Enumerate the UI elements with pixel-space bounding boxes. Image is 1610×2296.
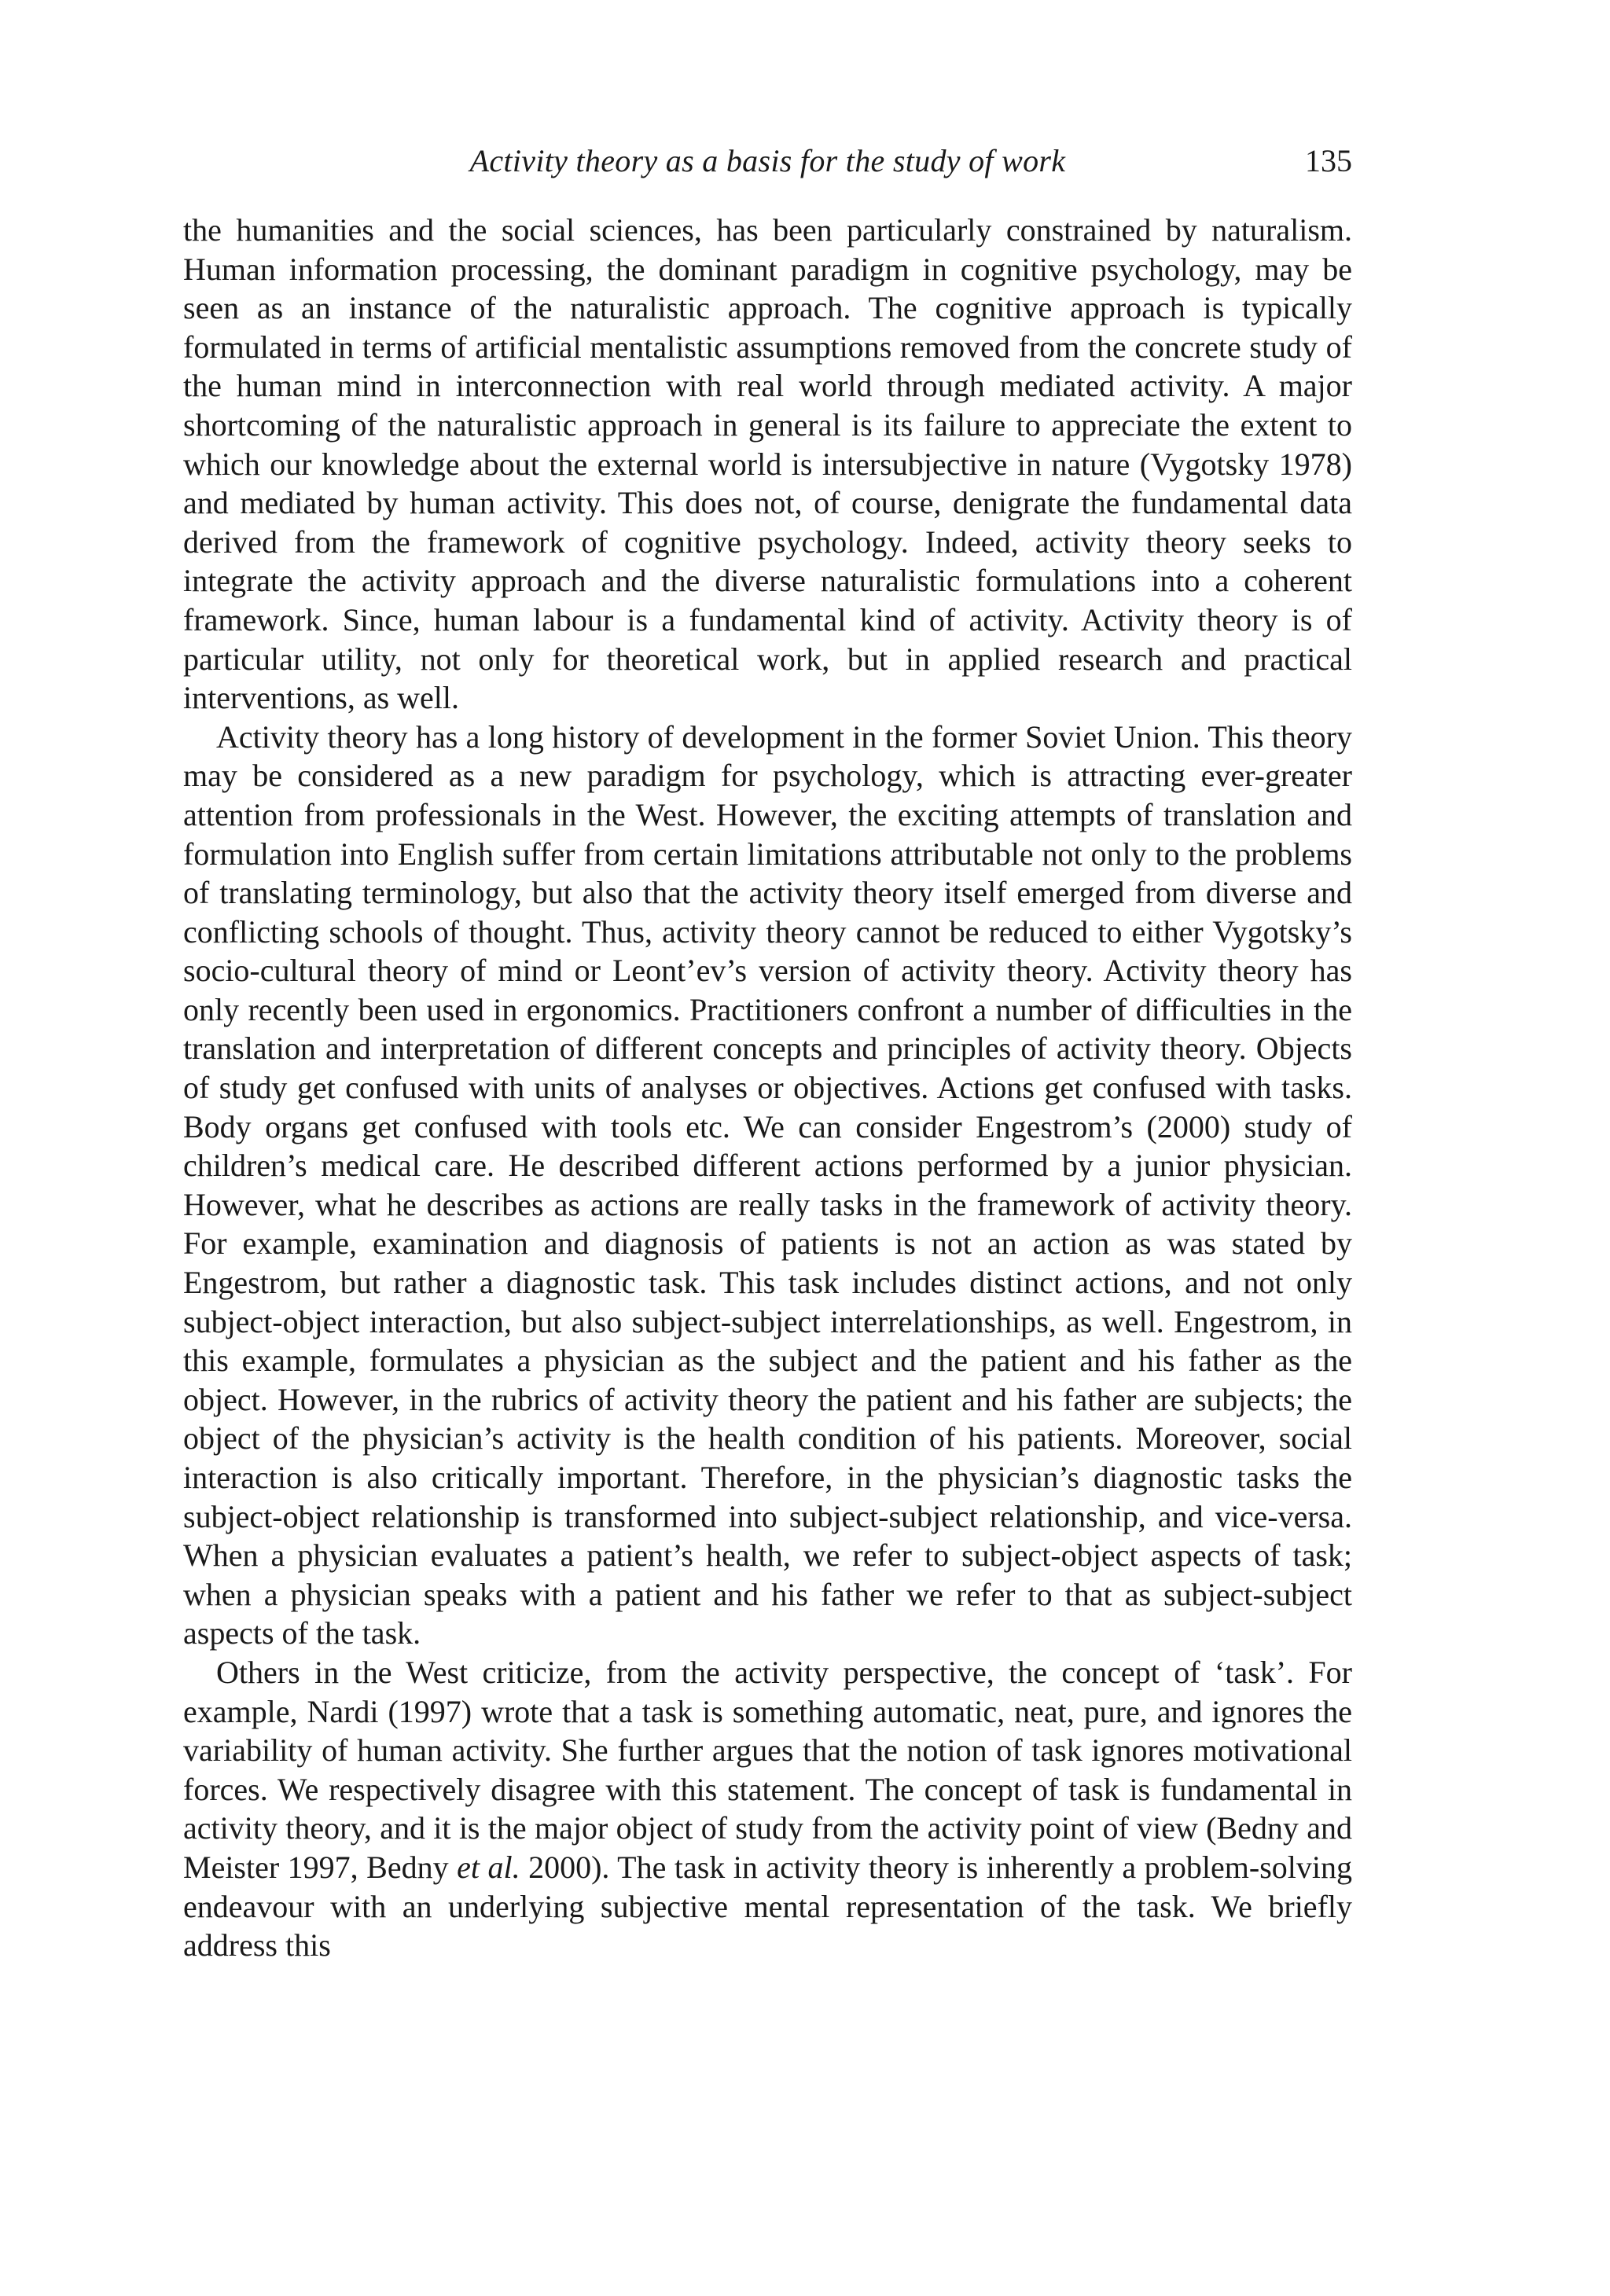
paragraph-3-text-end: 2000). The task in activity theory is inherently a problem-solving endeavour with an underlying subjective mental representation of the task. We briefly address this: [183, 1849, 1353, 1964]
paragraph-3-text-start: Others in the West criticize, from the activity perspective, the concept of ‘task’. For example, Nardi (1997) wrote that a task is something automatic, neat, pure, and ignores the variability of human activity. She further argues that the notion of task ignores motivational forces. We respectively disagree with this statement. The concept of task is fundamental in activity theory, and it is the major object of study from the activity point of view (Bedny and Meister 1997, Bedny: [183, 1654, 1352, 1885]
running-title: Activity theory as a basis for the study of work: [469, 143, 1066, 178]
paragraph-1: the humanities and the social sciences, has been particularly constrained by naturalism. Human information processing, the dominant paradigm in cognitive psychology, may be seen as an instance of the naturalistic approach. The cognitive approach is typically formulated in terms of artificial mentalistic assumptions removed from the concrete study of the human mind in interconnection with real world through mediated activity. A major shortcoming of the naturalistic approach in general is its failure to appreciate the extent to which our knowledge about the external world is intersubjective in nature (Vygotsky 1978) and mediated by human activity. This does not, of course, denigrate the fundamental data derived from the framework of cognitive psychology. Indeed, activity theory seeks to integrate the activity approach and the diverse naturalistic formulations into a coherent framework. Since, human labour is a fundamental kind of activity. Activity theory is of particular utility, not only for theoretical work, but in applied research and practical interventions, as well.: [183, 212, 1352, 716]
running-head: [183, 138, 1352, 185]
italic-et-al: et al.: [457, 1849, 520, 1885]
page-number: 135: [1305, 143, 1352, 178]
paragraph-3: [183, 1653, 1352, 1965]
paragraph-2: Activity theory has a long history of development in the former Soviet Union. This theory may be considered as a new paradigm for psychology, which is attracting ever-greater attention from professionals in the West. However, the exciting attempts of translation and formulation into English suffer from certain limitations attributable not only to the problems of translating terminology, but also that the activity theory itself emerged from diverse and conflicting schools of thought. Thus, activity theory cannot be reduced to either Vygotsky’s socio-cultural theory of mind or Leont’ev’s version of activity theory. Activity theory has only recently been used in ergonomics. Practitioners confront a number of difficulties in the translation and interpretation of different concepts and principles of activity theory. Objects of study get confused with units of analyses or objectives. Actions get confused with tasks. Body organs get confused with tools etc. We can consider Engestrom’s (2000) study of children’s medical care. He described different actions performed by a junior physician. However, what he describes as actions are really tasks in the framework of activity theory. For example, examination and diagnosis of patients is not an action as was stated by Engestrom, but rather a diagnostic task. This task includes distinct actions, and not only subject-object interaction, but also subject-subject interrelationships, as well. Engestrom, in this example, formulates a physician as the subject and the patient and his father as the object. However, in the rubrics of activity theory the patient and his father are subjects; the object of the physician’s activity is the health condition of his patients. Moreover, social interaction is also critically important. Therefore, in the physician’s diagnostic tasks the subject-object relationship is transformed into subject-subject relationship, and vice-versa. When a physician evaluates a patient’s health, we refer to subject-object aspects of task; when a physician speaks with a patient and his father we refer to that as subject-subject aspects of the task.: [183, 718, 1352, 1651]
body-text: [183, 211, 1352, 1965]
